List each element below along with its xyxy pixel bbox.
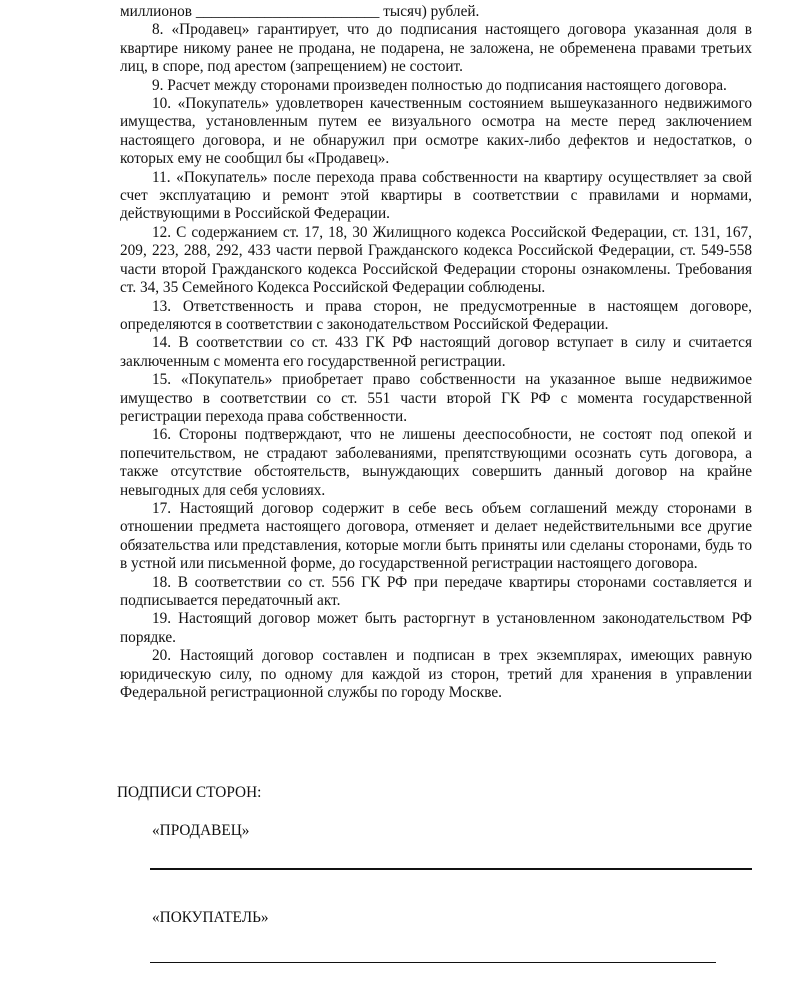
contract-body (120, 3, 752, 702)
clause-16: 16. Стороны подтверждают, что не лишены дееспособности, не состоят под опекой и попечительством, не страдают заболеваниями, препятствующими осознать суть договора, а также отсутствие обстоятельств, вынуждающих совершить данный договор на крайне невыгодных для себя условиях. (120, 426, 752, 499)
clause-11: 11. «Покупатель» после перехода права собственности на квартиру осуществляет за свой счет эксплуатацию и ремонт этой квартиры в соответствии с правилами и нормами, действующими в Российской Федерации. (120, 168, 752, 223)
clause-15: 15. «Покупатель» приобретает право собственности на указанное выше недвижимое имущество в соответствии со ст. 551 части второй ГК РФ с момента государственной регистрации перехода права собственности. (120, 371, 752, 425)
buyer-label: «ПОКУПАТЕЛЬ» (152, 909, 269, 926)
clause-17: 17. Настоящий договор содержит в себе весь объем соглашений между сторонами в отношении предмета настоящего договора, отменяет и делает недействительными все другие обязательства или представления, которые могли быть приняты или сделаны сторонами, будь то в устной или письменной форме, до государственной регистрации настоящего договора. (120, 499, 752, 573)
clause-20: 20. Настоящий договор составлен и подписан в трех экземплярах, имеющих равную юридическую силу, по одному для каждой из сторон, третий для хранения в управлении Федеральной регистрационной службы по городу Москве. (120, 647, 752, 702)
clause-19: 19. Настоящий договор может быть расторгнут в установленном законодательством РФ порядке. (120, 610, 752, 646)
clause-9: 9. Расчет между сторонами произведен полностью до подписания настоящего договора. (152, 76, 727, 94)
seller-label: «ПРОДАВЕЦ» (152, 822, 250, 839)
clause-8: 8. «Продавец» гарантирует, что до подписания настоящего договора указанная доля в квартире никому ранее не продана, не подарена, не заложена, не обременена правами третьих лиц, в споре, под арестом (запрещением) не состоит. (120, 21, 752, 76)
buyer-signature-line (150, 962, 716, 963)
clause-18: 18. В соответствии со ст. 556 ГК РФ при передаче квартиры сторонами составляется и подписывается передаточный акт. (120, 573, 752, 609)
price-line: миллионов ________________________ тысяч) рублей. (120, 3, 480, 20)
clause-10: 10. «Покупатель» удовлетворен качественным состоянием вышеуказанного недвижимого имущества, установленным путем ее визуального осмотра на месте перед заключением настоящего договора, и не обнаружил при осмотре каких-либо дефектов и недостатков, о которых ему не сообщил бы «Продавец». (120, 95, 752, 168)
seller-signature-line (150, 868, 752, 870)
clause-12: 12. С содержанием ст. 17, 18, 30 Жилищного кодекса Российской Федерации, ст. 131, 167, 209, 223, 288, 292, 433 части первой Гражданского кодекса Российской Федерации, ст. 549-558 части второй Гражданского кодекса Российской Федерации стороны ознакомлены. Требования ст. 34, 35 Семейного Кодекса Российской Федерации соблюдены. (120, 223, 752, 297)
clause-13: 13. Ответственность и права сторон, не предусмотренные в настоящем договоре, определяются в соответствии с законодательством Российской Федерации. (120, 297, 752, 333)
clause-14: 14. В соответствии со ст. 433 ГК РФ настоящий договор вступает в силу и считается заключенным с момента его государственной регистрации. (120, 334, 752, 370)
signatures-heading: ПОДПИСИ СТОРОН: (117, 784, 262, 801)
